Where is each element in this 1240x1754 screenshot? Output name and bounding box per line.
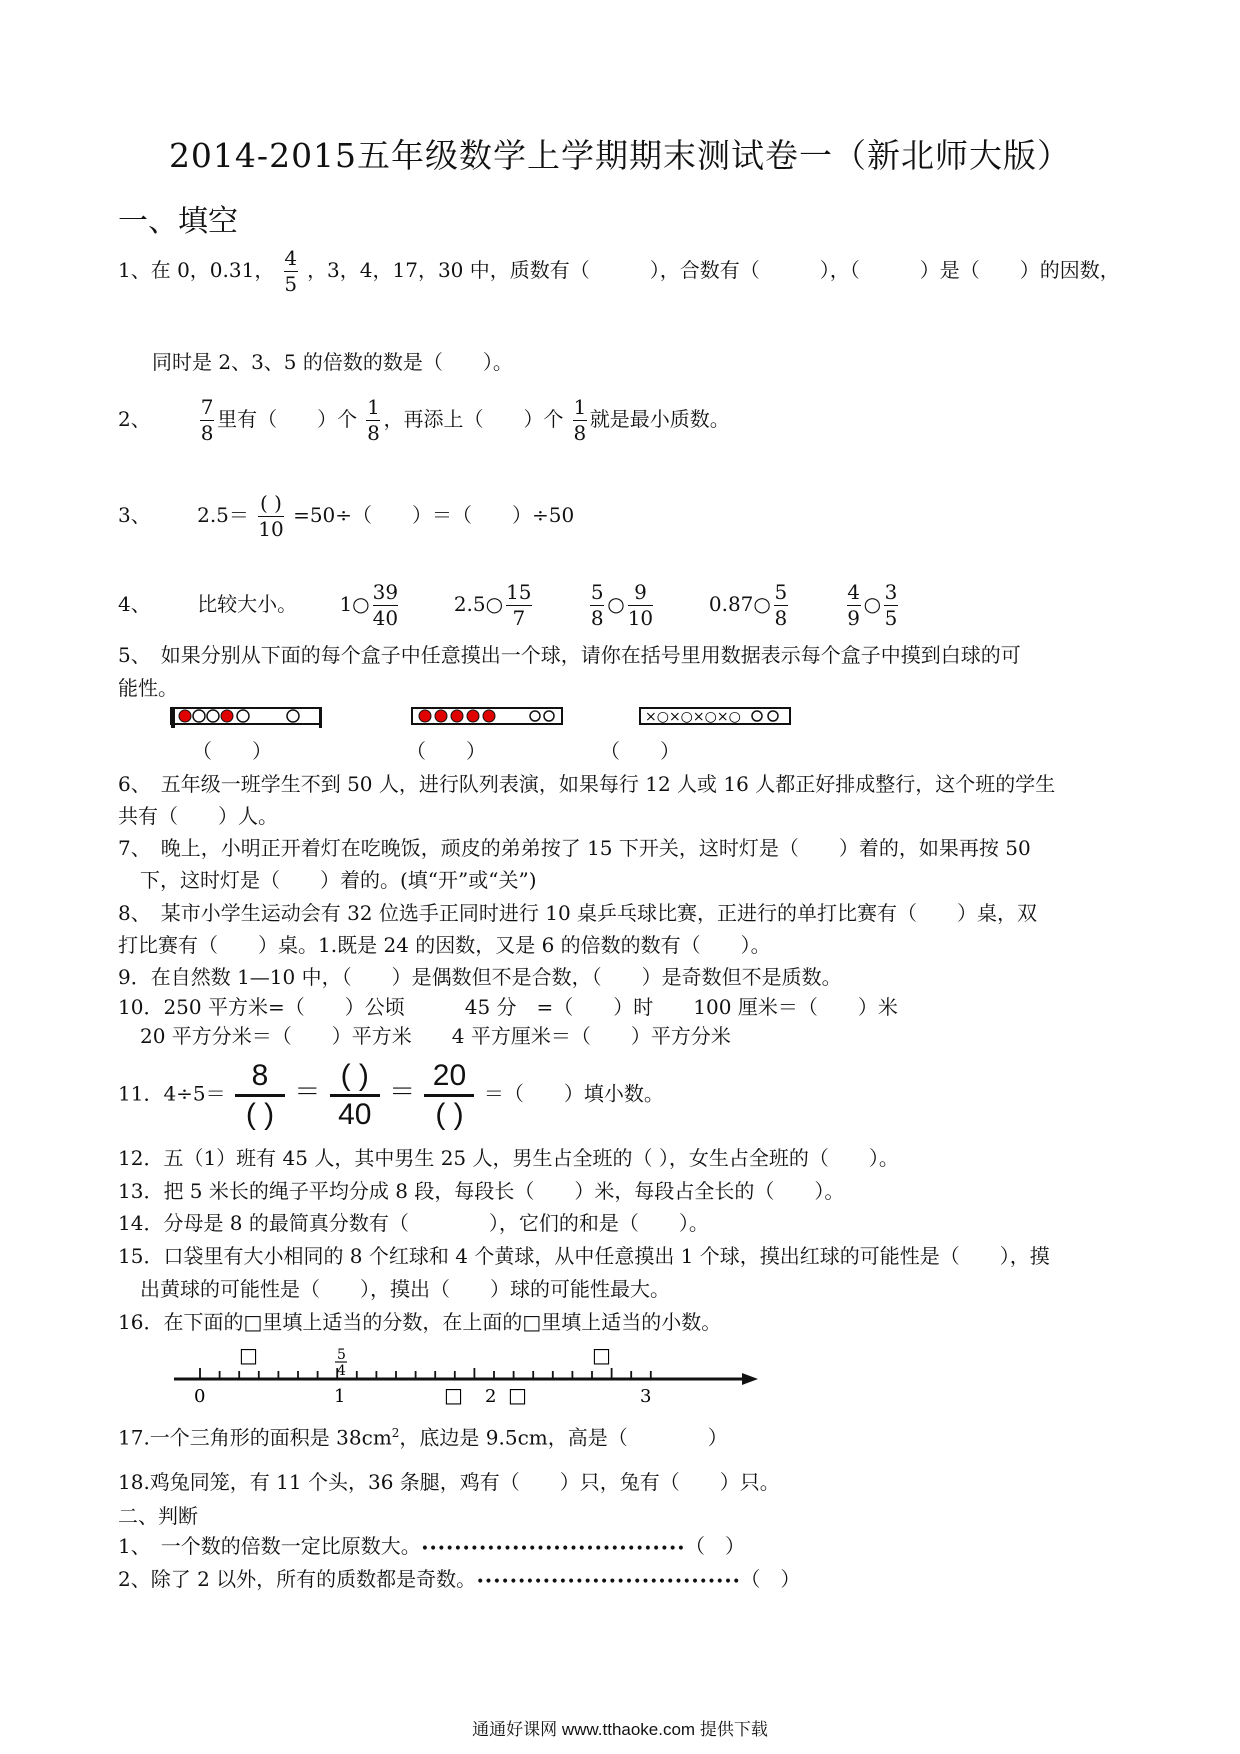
question-13: 13．把 5 米长的绳子平均分成 8 段，每段长（ ）米，每段占全长的（ ）。 bbox=[118, 1179, 845, 1203]
tick-label-3: 3 bbox=[640, 1386, 652, 1407]
question-7-cont: 下，这时灯是（ ）着的。(填“开”或“关”) bbox=[140, 868, 537, 892]
answer-box-bottom-1: □ bbox=[444, 1383, 463, 1407]
ball-boxes bbox=[165, 705, 805, 735]
question-16: 16．在下面的□里填上适当的分数，在上面的□里填上适当的小数。 bbox=[118, 1310, 722, 1334]
question-6: 6、 五年级一班学生不到 50 人，进行队列表演，如果每行 12 人或 16 人都正好排成整行，这个班的学生 bbox=[118, 772, 1056, 796]
question-18: 18.鸡兔同笼，有 11 个头，36 条腿，鸡有（ ）只，兔有（ ）只。 bbox=[118, 1470, 780, 1494]
question-1 bbox=[118, 248, 1120, 295]
white-ball bbox=[752, 711, 762, 721]
fraction-denominator: 4 bbox=[337, 1363, 346, 1379]
section-heading-fill-blank: 一、填空 bbox=[118, 204, 238, 239]
q1-text-a: 1、在 0，0.31， bbox=[118, 258, 275, 282]
number-line bbox=[160, 1340, 770, 1410]
question-10: 10．250 平方米=（ ）公顷 45 分 =（ ）时 100 厘米＝（ ）米 bbox=[118, 995, 898, 1019]
red-ball bbox=[179, 710, 191, 722]
answer-box-bottom-2: □ bbox=[508, 1383, 527, 1407]
box-3 bbox=[640, 708, 790, 725]
q5-blank-2: （ ） bbox=[406, 739, 486, 763]
white-ball bbox=[237, 710, 249, 722]
white-ball bbox=[768, 711, 778, 721]
question-4: 4、 比较大小。 1○ $\frac{39}{40}$ 2.5○ $\frac{15}{7}$ $\frac{5}{8}$ ○ $\frac{9}{10}$ 0.87○ $\frac{5}{8}$ $\frac{4}{9}$ ○ $\frac{3}{5}$ bbox=[118, 580, 898, 630]
white-ball bbox=[207, 710, 219, 722]
question-6-cont: 共有（ ）人。 bbox=[118, 804, 278, 828]
box-2 bbox=[412, 708, 562, 724]
q1-text-b: ，3，4，17，30 中，质数有（ ），合数有（ ），（ ）是（ ）的因数， bbox=[307, 258, 1120, 282]
white-ball bbox=[530, 711, 540, 721]
question-8: 8、 某市小学生运动会有 32 位选手正同时进行 10 桌乒乓球比赛，正进行的单打比赛有（ ）桌，双 bbox=[118, 901, 1038, 925]
tick-label-0: 0 bbox=[194, 1386, 206, 1407]
red-ball bbox=[419, 710, 431, 722]
question-9: 9．在自然数 1—10 中，（ ）是偶数但不是合数，（ ）是奇数但不是质数。 bbox=[118, 965, 842, 989]
question-5-cont: 能性。 bbox=[118, 676, 178, 700]
red-ball bbox=[467, 710, 479, 722]
fraction-numerator: 5 bbox=[337, 1347, 346, 1363]
question-10-cont: 20 平方分米＝（ ）平方米 4 平方厘米＝（ ）平方分米 bbox=[140, 1024, 731, 1048]
answer-box-top-2: □ bbox=[592, 1343, 611, 1367]
svg-text:×○×○×○×○: ×○×○×○×○ bbox=[645, 709, 741, 725]
q1-fraction: $\frac{4}{5}$ bbox=[284, 246, 298, 296]
page-title: 2014-2015五年级数学上学期期末测试卷一（新北师大版） bbox=[168, 136, 1072, 175]
answer-box-top-1: □ bbox=[239, 1343, 258, 1367]
judge-2: 2、除了 2 以外，所有的质数都是奇数。••••••••••••••••••••••••••••••••（ ） bbox=[118, 1567, 801, 1591]
q5-blank-1: （ ） bbox=[192, 739, 272, 763]
section-heading-judge: 二、判断 bbox=[118, 1504, 198, 1528]
question-8-cont: 打比赛有（ ）桌。1.既是 24 的因数，又是 6 的倍数的数有（ ）。 bbox=[118, 933, 771, 957]
question-17: 17.一个三角形的面积是 $38cm^2$，底边是 9.5cm，高是（ ） bbox=[118, 1425, 728, 1450]
question-1-cont: 同时是 2、3、5 的倍数的数是（ ）。 bbox=[152, 350, 513, 374]
question-11: 11．4÷5＝ $\frac{8}{( )}$ ＝ $\frac{( )}{40}$ ＝ $\frac{20}{( )}$ ＝（ ）填小数。 bbox=[118, 1059, 664, 1131]
tick-label-1: 1 bbox=[334, 1386, 346, 1407]
question-7: 7、 晚上，小明正开着灯在吃晚饭，顽皮的弟弟按了 15 下开关，这时灯是（ ）着的，如果再按 50 bbox=[118, 836, 1031, 860]
question-3: 3、 2.5＝ $\frac{( )}{10}$ =50÷（ ）＝（ ）÷50 bbox=[118, 491, 575, 541]
judge-1: 1、 一个数的倍数一定比原数大。••••••••••••••••••••••••••••••••（ ） bbox=[118, 1534, 745, 1558]
footer-source: 通通好课网 www.tthaoke.com 提供下载 bbox=[472, 1720, 768, 1739]
question-12: 12．五（1）班有 45 人，其中男生 25 人，男生占全班的（ ），女生占全班的（ ）。 bbox=[118, 1146, 899, 1170]
red-ball bbox=[451, 710, 463, 722]
question-15: 15．口袋里有大小相同的 8 个红球和 4 个黄球，从中任意摸出 1 个球，摸出红球的可能性是（ ），摸 bbox=[118, 1244, 1050, 1268]
red-ball bbox=[221, 710, 233, 722]
question-5: 5、 如果分别从下面的每个盒子中任意摸出一个球，请你在括号里用数据表示每个盒子中摸到白球的可 bbox=[118, 643, 1021, 667]
white-ball bbox=[544, 711, 554, 721]
white-ball bbox=[287, 710, 299, 722]
question-14: 14．分母是 8 的最简真分数有（ ），它们的和是（ ）。 bbox=[118, 1211, 709, 1235]
white-ball bbox=[193, 710, 205, 722]
red-ball bbox=[483, 710, 495, 722]
question-2: 2、 $\frac{7}{8}$ 里有（ ）个 $\frac{1}{8}$ ，再添上（ ）个 $\frac{1}{8}$ 就是最小质数。 bbox=[118, 395, 730, 445]
question-15-cont: 出黄球的可能性是（ ），摸出（ ）球的可能性最大。 bbox=[140, 1277, 670, 1301]
box-1 bbox=[171, 708, 322, 728]
tick-label-2: 2 bbox=[485, 1386, 497, 1407]
red-ball bbox=[435, 710, 447, 722]
q5-blank-3: （ ） bbox=[600, 739, 680, 763]
